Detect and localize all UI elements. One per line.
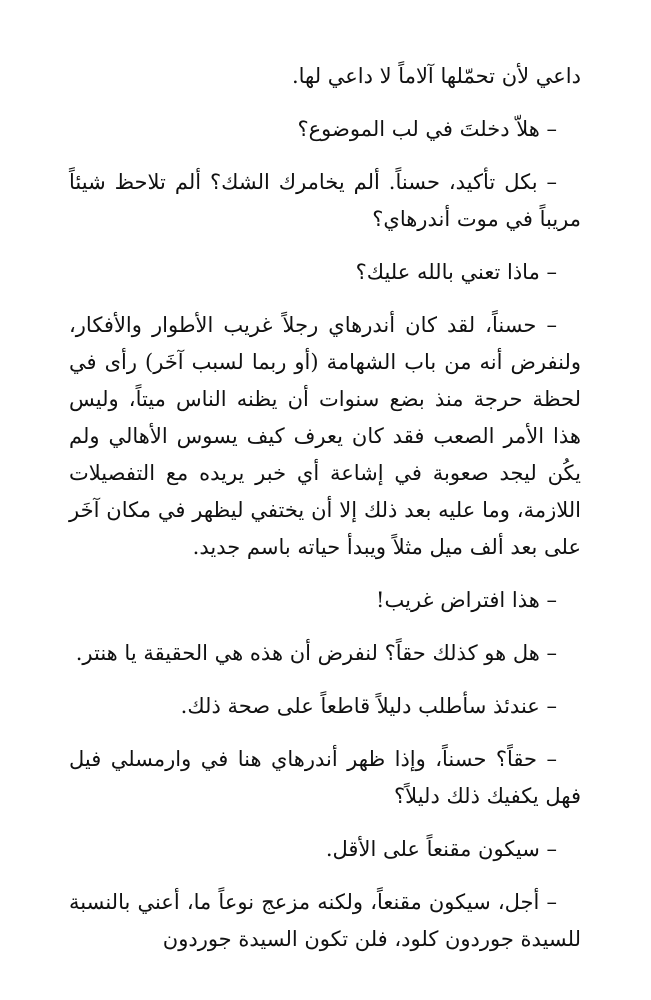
paragraph-1: داعي لأن تحمّلها آلاماً لا داعي لها.	[291, 64, 581, 88]
paragraph-2: – هلاّ دخلتَ في لب الموضوع؟	[297, 117, 557, 141]
book-page	[69, 58, 581, 974]
paragraph-5: – حسناً، لقد كان أندرهاي رجلاً غريب الأطوار والأفكار، ولنفرض أنه من باب الشهامة (أو ربما لسبب آخَر) رأى في لحظة حرجة منذ بضع سنوات أن يظنه الناس ميتاً، وليس هذا الأمر الصعب فقد كان يعرف كيف يسوس الأهالي ولم يكُن ليجد صعوبة في إشاعة أي خبر يريده مع التفصيلات اللازمة، وما عليه بعد ذلك إلا أن يختفي ليظهر في مكان آخَر على بعد ألف ميل مثلاً ويبدأ حياته باسم جديد.	[69, 313, 581, 559]
paragraph-9: – حقاً؟ حسناً، وإذا ظهر أندرهاي هنا في وارمسلي فيل فهل يكفيك ذلك دليلاً؟	[69, 747, 581, 808]
paragraph-6: – هذا افتراض غريب!	[376, 588, 557, 612]
paragraph-3: – بكل تأكيد، حسناً. ألم يخامرك الشك؟ ألم تلاحظ شيئاً مريباً في موت أندرهاي؟	[69, 170, 581, 231]
paragraph-8: – عندئذ سأطلب دليلاً قاطعاً على صحة ذلك.	[180, 694, 557, 718]
paragraph-10: – سيكون مقنعاً على الأقل.	[325, 837, 557, 861]
paragraph-4: – ماذا تعني بالله عليك؟	[355, 260, 557, 284]
paragraph-11: – أجل، سيكون مقنعاً، ولكنه مزعج نوعاً ما، أعني بالنسبة للسيدة جوردون كلود، فلن تكون السيدة جوردون	[69, 890, 581, 951]
paragraph-7: – هل هو كذلك حقاً؟ لنفرض أن هذه هي الحقيقة يا هنتر.	[75, 641, 557, 665]
